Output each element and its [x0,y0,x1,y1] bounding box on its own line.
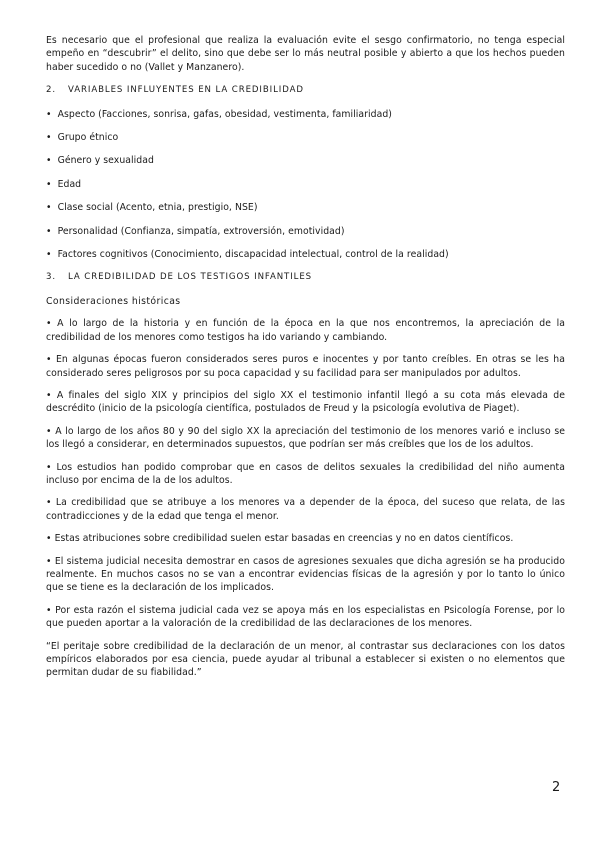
paragraph-text: Los estudios han podido comprobar que en casos de delitos sexuales la credibilidad del niño aumenta incluso por encima de la de los adultos. [46,461,565,486]
page-number: 2 [552,780,561,795]
list-item [46,201,565,214]
bullet-icon: • [46,354,52,366]
section-3-heading [46,271,565,284]
paragraph-text: Por esta razón el sistema judicial cada vez se apoya más en los especialistas en Psicología Forense, por lo que pueden aportar a la valoración de la credibilidad de las declaraciones de los menores. [46,604,565,630]
list-item-text: Grupo étnico [57,132,119,144]
paragraph-text: A finales del siglo XIX y principios del siglo XX el testimonio infantil llegó a su cota más elevada de descrédito (inicio de la psicología científica, postulados de Freud y la psicología evolutiva de Piaget). [46,389,565,415]
bullet-icon: • [46,108,52,120]
bullet-paragraph [46,496,565,523]
bullet-icon: • [46,178,52,190]
paragraph-text: Estas atribuciones sobre credibilidad suelen estar basadas en creencias y no en datos científicos. [54,533,514,545]
section-2-heading [46,84,565,97]
list-item-text: Personalidad (Confianza, simpatía, extroversión, emotividad) [57,225,345,237]
paragraph-text: En algunas épocas fueron considerados seres puros e inocentes y por tanto creíbles. En otras se les ha considerado seres peligrosos por su poca capacidad y su facilidad para ser manipulados por adultos. [46,354,565,379]
bullet-paragraph [46,389,565,416]
list-item-text: Aspecto (Facciones, sonrisa, gafas, obesidad, vestimenta, familiaridad) [57,108,392,120]
section-3-title: LA CREDIBILIDAD DE LOS TESTIGOS INFANTILES [68,272,313,283]
list-item-text: Edad [57,178,82,190]
intro-paragraph: Es necesario que el profesional que realiza la evaluación evite el sesgo confirmatorio, no tenga especial empeño en “descubrir” el delito, sino que debe ser lo más neutral posible y abierto a que los hechos pueden haber sucedido o no (Vallet y Manzanero). [46,35,565,73]
paragraph-text: A lo largo de los años 80 y 90 del siglo XX la apreciación del testimonio de los menores varió e incluso se los llegó a considerar, en determinados supuestos, que podrían ser más creíbles que los de los adultos. [46,425,565,451]
bullet-icon: • [46,425,52,437]
list-item [46,154,565,167]
bullet-icon: • [46,318,52,330]
list-item [46,225,565,238]
bullet-paragraph [46,317,565,344]
list-item-text: Clase social (Acento, etnia, prestigio, NSE) [57,202,258,214]
bullet-paragraph [46,604,565,631]
quote-paragraph: “El peritaje sobre credibilidad de la declaración de un menor, al contrastar sus declaraciones con los datos empíricos elaborados por esa ciencia, puede ayudar al tribunal a establecer si existen o no elementos que permitan dudar de su fiabilidad.” [46,640,565,679]
bullet-paragraph [46,532,565,545]
bullet-icon: • [46,249,52,261]
bullet-icon: • [46,202,52,214]
list-item-text: Género y sexualidad [57,155,154,167]
bullet-icon: • [46,225,52,237]
bullet-paragraph [46,555,565,595]
bullet-icon: • [46,389,52,401]
paragraph-text: La credibilidad que se atribuye a los menores va a depender de la época, del suceso que relata, de las contradicciones y de la edad que tenga el menor. [46,497,565,522]
bullet-icon: • [46,555,52,567]
bullet-paragraph [46,461,565,488]
list-item [46,248,565,261]
list-item [46,178,565,191]
bullet-icon: • [46,132,52,144]
bullet-paragraph [46,425,565,452]
bullet-icon: • [46,461,52,473]
paragraph-text: A lo largo de la historia y en función de la época en la que nos encontremos, la apreciación de la credibilidad de los menores como testigos ha ido variando y cambiando. [46,318,565,343]
section-2-title: VARIABLES INFLUYENTES EN LA CREDIBILIDAD [68,85,304,96]
list-item-text: Factores cognitivos (Conocimiento, discapacidad intelectual, control de la realidad) [57,249,449,261]
bullet-icon: • [46,604,52,616]
subheading: Consideraciones históricas [46,295,181,307]
document-page [46,34,565,689]
section-2-number: 2. [46,85,56,96]
bullet-icon: • [46,155,52,167]
list-item [46,131,565,144]
paragraph-text: El sistema judicial necesita demostrar en casos de agresiones sexuales que dicha agresión se ha producido realmente. En muchos casos no se van a encontrar evidencias físicas de la agresión y por lo tanto lo único que se tiene es la declaración de los implicados. [46,555,565,594]
section-3-number: 3. [46,272,56,283]
bullet-icon: • [46,533,52,545]
bullet-icon: • [46,497,52,509]
list-item [46,108,565,121]
bullet-paragraph [46,353,565,380]
